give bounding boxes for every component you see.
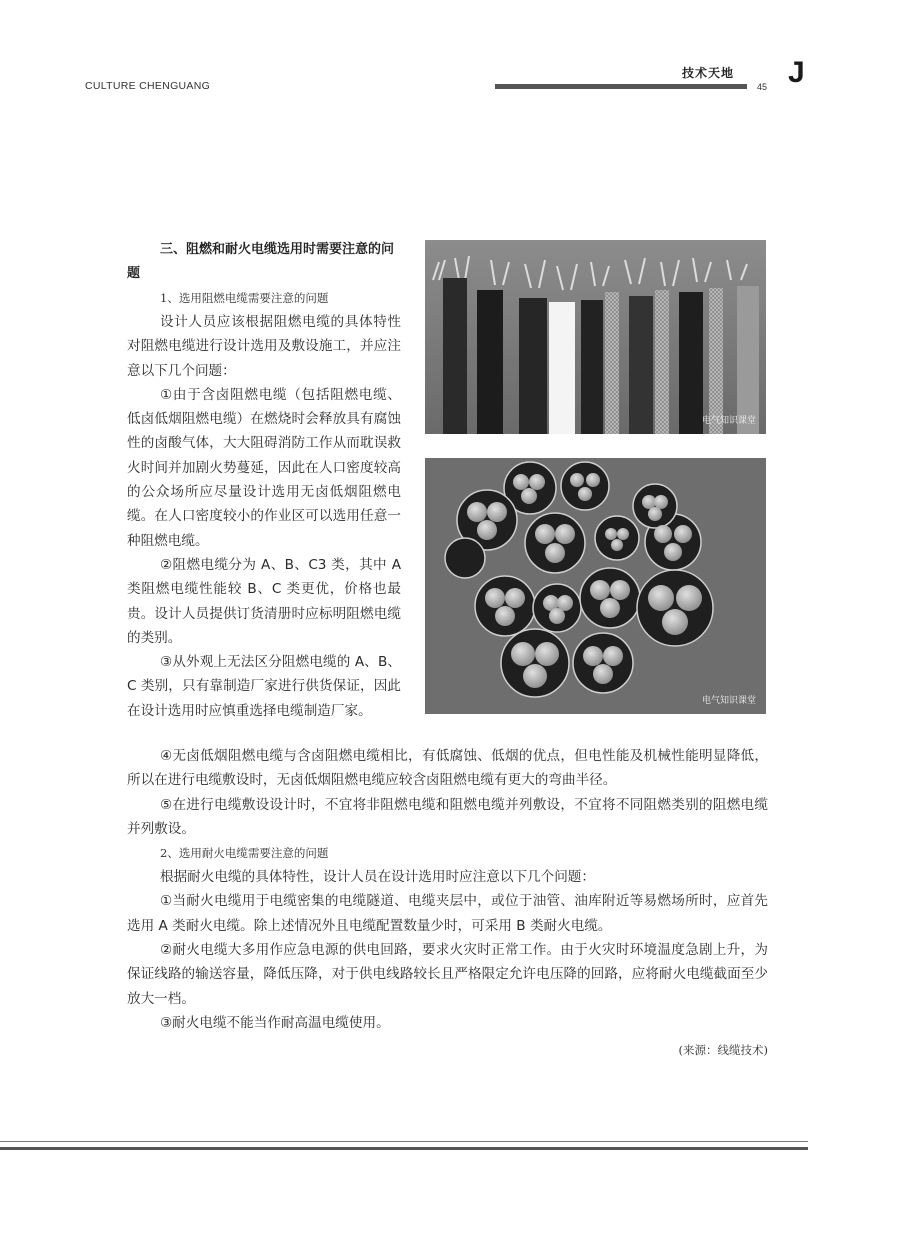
page-number: 45 [757, 82, 768, 92]
paragraph-5: ④无卤低烟阻燃电缆与含卤阻燃电缆相比，有低腐蚀、低烟的优点，但电性能及机械性能明显降低，所以在进行电缆敷设时，无卤低烟阻燃电缆应较含卤阻燃电缆有更大的弯曲半径。 [127, 748, 768, 789]
section-heading: 三、阻燃和耐火电缆选用时需要注意的问题 [127, 242, 395, 281]
magazine-name: CULTURE CHENGUANG [85, 80, 211, 92]
paragraph-4: ③从外观上无法区分阻燃电缆的 A、B、C 类别，只有靠制造厂家进行供货保证，因此在设计选用时应慎重选择电缆制造厂家。 [127, 654, 401, 719]
paragraph-3: ②阻燃电缆分为 A、B、C3 类，其中 A 类阻燃电缆性能较 B、C 类更优，价格也最贵。设计人员提供订货清册时应标明阻燃电缆的类别。 [127, 556, 401, 646]
paragraph-1: 设计人员应该根据阻燃电缆的具体特性对阻燃电缆进行设计选用及敷设施工，并应注意以下几个问题： [127, 314, 401, 379]
photo-watermark: 电气知识课堂 [701, 696, 756, 706]
paragraph-2: ①由于含卤阻燃电缆（包括阻燃电缆、低卤低烟阻燃电缆）在燃烧时会释放具有腐蚀性的卤酸气体，大大阻碍消防工作从而耽误救火时间并加剧火势蔓延，因此在人口密度较高的公众场所应尽量设计选用无卤低烟阻燃电缆。在人口密度较小的作业区可以选用任意一种阻燃电缆。 [127, 386, 401, 549]
cable-photo-cross-section [425, 458, 766, 714]
paragraph-10: ③耐火电缆不能当作耐高温电缆使用。 [160, 1014, 390, 1031]
paragraph-8: ①当耐火电缆用于电缆密集的电缆隧道、电缆夹层中，或位于油管、油库附近等易燃场所时，应首先选用 A 类耐火电缆。除上述情况外且电缆配置数量少时，可采用 B 类耐火电缆。 [127, 893, 768, 934]
photo-watermark: 电气知识课堂 [701, 416, 756, 426]
source-note: (来源：线缆技术) [678, 1043, 768, 1058]
article-left-column [127, 238, 401, 723]
paragraph-7: 根据耐火电缆的具体特性，设计人员在设计选用时应注意以下几个问题： [160, 869, 595, 886]
section-letter: J [788, 56, 805, 89]
cable-photo-side [425, 240, 766, 434]
cable-cross-section-illustration [425, 458, 766, 714]
paragraph-6: ⑤在进行电缆敷设设计时，不宜将非阻燃电缆和阻燃电缆并列敷设，不宜将不同阻燃类别的阻燃电缆并列敷设。 [127, 796, 768, 837]
cable-side-illustration [425, 240, 766, 434]
footer-rule-thick [0, 1147, 808, 1150]
paragraph-9: ②耐火电缆大多用作应急电源的供电回路，要求火灾时正常工作。由于火灾时环境温度急剧上升，为保证线路的输送容量，降低压降，对于供电线路较长且严格限定允许电压降的回路，应将耐火电缆截面至少放大一档。 [127, 942, 768, 1007]
article-full-column [127, 744, 768, 1063]
subheading-1: 1、选用阻燃电缆需要注意的问题 [160, 291, 329, 305]
subheading-2: 2、选用耐火电缆需要注意的问题 [160, 846, 329, 861]
header-bar [495, 84, 747, 89]
section-title: 技术天地 [682, 66, 735, 80]
footer-rule-thin [0, 1141, 808, 1142]
